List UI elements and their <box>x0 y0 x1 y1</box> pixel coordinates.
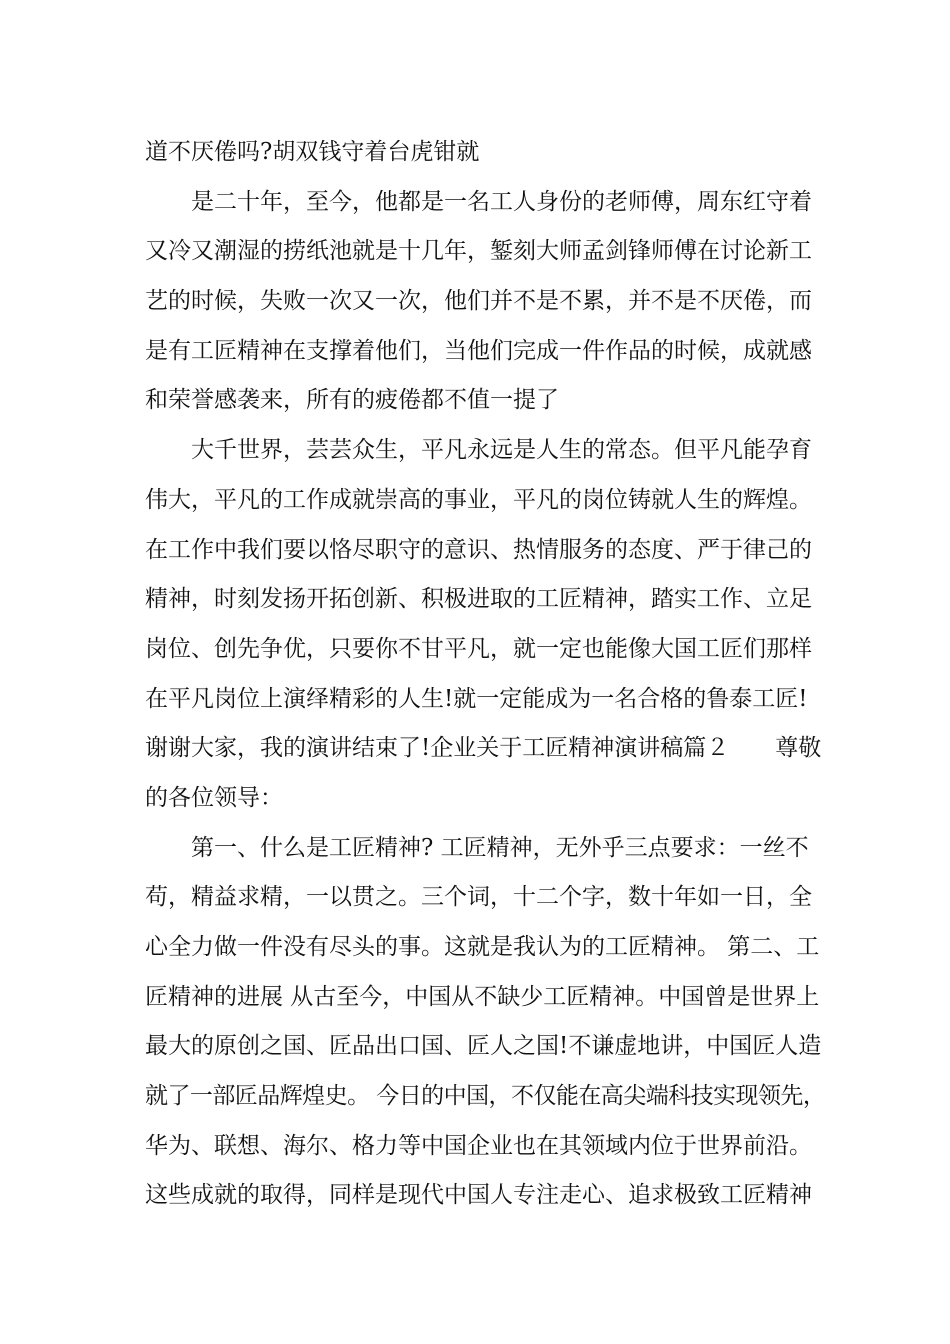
text-line: 匠精神的进展 从古至今，中国从不缺少工匠精神。中国曾是世界上 <box>145 983 820 1010</box>
text-line: 谢谢大家，我的演讲结束了!企业关于工匠精神演讲稿篇２ 尊敬 <box>145 735 822 762</box>
text-line: 岗位、创先争优，只要你不甘平凡，就一定也能像大国工匠们那样 <box>145 635 812 662</box>
text-line: 大千世界，芸芸众生，平凡永远是人生的常态。但平凡能孕育 <box>191 437 812 464</box>
text-line: 精神，时刻发扬开拓创新、积极进取的工匠精神，踏实工作、立足 <box>145 586 812 613</box>
text-line: 华为、联想、海尔、格力等中国企业也在其领域内位于世界前沿。 <box>145 1132 812 1159</box>
text-line: 的各位领导： <box>145 784 283 811</box>
text-line: 在平凡岗位上演绎精彩的人生!就一定能成为一名合格的鲁泰工匠! <box>145 685 808 712</box>
text-line: 第一、什么是工匠精神? 工匠精神，无外乎三点要求：一丝不 <box>191 834 809 861</box>
text-line: 艺的时候，失败一次又一次，他们并不是不累，并不是不厌倦，而 <box>145 288 812 315</box>
text-line: 和荣誉感袭来，所有的疲倦都不值一提了 <box>145 387 559 414</box>
body-text <box>145 128 825 1221</box>
text-line: 伟大，平凡的工作成就崇高的事业，平凡的岗位铸就人生的辉煌。 <box>145 486 812 513</box>
text-line: 苟，精益求精，一以贯之。三个词，十二个字，数十年如一日，全 <box>145 884 812 911</box>
text-line: 就了一部匠品辉煌史。 今日的中国，不仅能在高尖端科技实现领先， <box>145 1083 826 1110</box>
text-line: 心全力做一件没有尽头的事。这就是我认为的工匠精神。 第二、工 <box>145 934 820 960</box>
text-line: 在工作中我们要以恪尽职守的意识、热情服务的态度、严于律己的 <box>145 536 812 563</box>
text-line: 又冷又潮湿的捞纸池就是十几年，錾刻大师孟剑锋师傅在讨论新工 <box>145 238 812 265</box>
text-line: 是二十年，至今，他都是一名工人身份的老师傅，周东红守着 <box>191 188 812 215</box>
text-line: 是有工匠精神在支撑着他们，当他们完成一件作品的时候，成就感 <box>145 337 812 364</box>
text-line: 最大的原创之国、匠品出口国、匠人之国!不谦虚地讲，中国匠人造 <box>145 1033 822 1060</box>
text-line: 道不厌倦吗?胡双钱守着台虎钳就 <box>145 139 480 165</box>
text-line: 这些成就的取得，同样是现代中国人专注走心、追求极致工匠精神 <box>145 1182 812 1209</box>
